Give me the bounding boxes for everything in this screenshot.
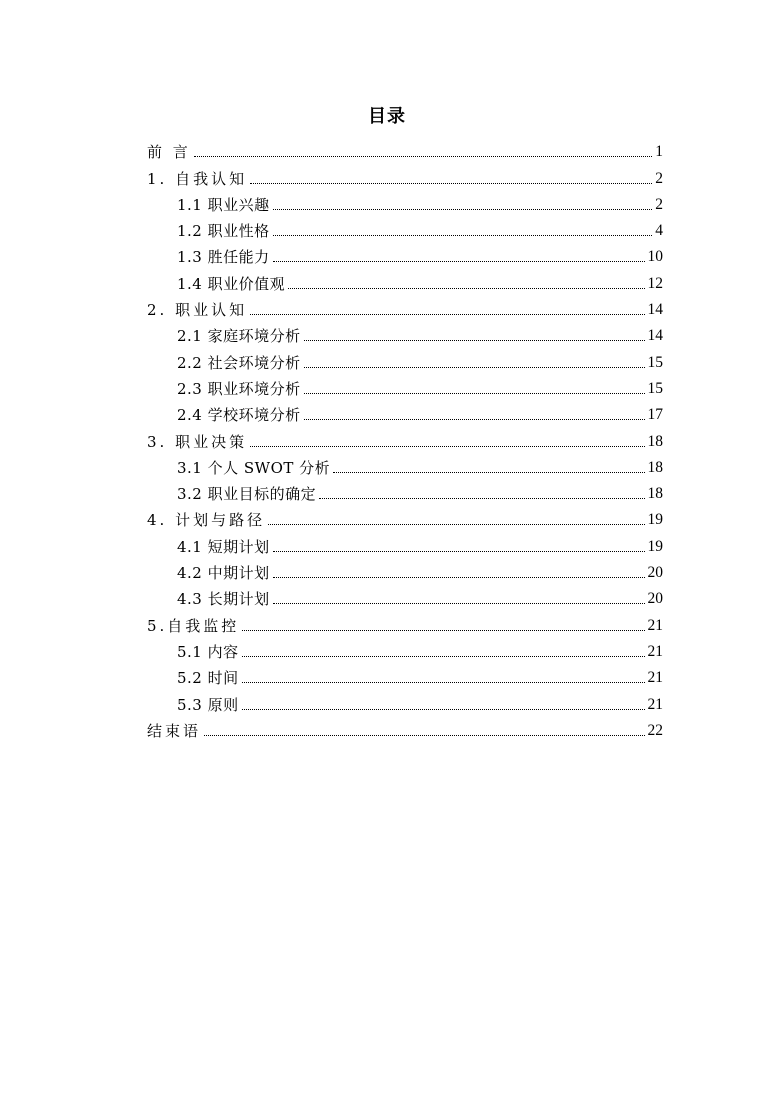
toc-entry-page-number: 20 — [647, 564, 663, 582]
toc-entry-label: 2. 职业认知 — [147, 301, 248, 320]
toc-entry[interactable] — [147, 346, 663, 372]
toc-leader-dots — [250, 313, 644, 315]
toc-entry-page-number: 18 — [647, 432, 663, 450]
toc-entry-label: 结束语 — [147, 721, 202, 740]
toc-entry-page-number: 10 — [647, 248, 663, 266]
toc-entry-page-number: 19 — [647, 511, 663, 529]
toc-leader-dots — [242, 708, 645, 710]
toc-leader-dots — [250, 182, 652, 184]
toc-entry-page-number: 18 — [647, 485, 663, 503]
toc-leader-dots — [242, 629, 644, 631]
toc-leader-dots — [268, 523, 644, 525]
toc-entry-page-number: 19 — [647, 537, 663, 555]
toc-entry[interactable] — [147, 267, 663, 293]
toc-leader-dots — [242, 681, 645, 683]
toc-entry-page-number: 22 — [647, 721, 663, 739]
toc-entry-label: 2.2 社会环境分析 — [177, 353, 301, 372]
toc-leader-dots — [288, 287, 644, 289]
toc-entry-page-number: 21 — [647, 695, 663, 713]
toc-entry[interactable] — [147, 452, 663, 478]
toc-entry[interactable] — [147, 162, 663, 188]
toc-entry-label: 5.1 内容 — [177, 642, 239, 661]
toc-entry-label: 5.3 原则 — [177, 695, 239, 714]
toc-leader-dots — [242, 655, 645, 657]
toc-entry-page-number: 14 — [647, 327, 663, 345]
toc-leader-dots — [333, 471, 644, 473]
toc-entry-page-number: 15 — [647, 379, 663, 397]
toc-entry-label: 1.2 职业性格 — [177, 222, 270, 241]
toc-entry[interactable] — [147, 583, 663, 609]
toc-entry-label: 1.3 胜任能力 — [177, 248, 270, 267]
toc-entry-label: 3.2 职业目标的确定 — [177, 485, 317, 504]
toc-entry-label: 前 言 — [147, 143, 191, 162]
toc-entry-label: 1.1 职业兴趣 — [177, 195, 270, 214]
toc-entry[interactable] — [147, 294, 663, 320]
toc-entry-label: 2.4 学校环境分析 — [177, 406, 301, 425]
toc-entry[interactable] — [147, 320, 663, 346]
toc-leader-dots — [304, 339, 645, 341]
toc-entry[interactable] — [147, 688, 663, 714]
toc-entry-label: 5.2 时间 — [177, 669, 239, 688]
toc-entry-page-number: 20 — [647, 590, 663, 608]
table-of-contents — [147, 136, 663, 741]
toc-entry[interactable] — [147, 425, 663, 451]
toc-entry-page-number: 2 — [655, 169, 663, 187]
toc-leader-dots — [273, 576, 645, 578]
toc-entry[interactable] — [147, 215, 663, 241]
toc-entry-label: 4.3 长期计划 — [177, 590, 270, 609]
toc-entry-page-number: 17 — [647, 406, 663, 424]
toc-leader-dots — [304, 366, 645, 368]
toc-leader-dots — [273, 260, 645, 262]
toc-entry-label: 3. 职业决策 — [147, 432, 248, 451]
toc-entry-label: 1. 自我认知 — [147, 169, 248, 188]
toc-leader-dots — [273, 550, 645, 552]
page-title: 目录 — [368, 106, 406, 127]
toc-entry-page-number: 18 — [647, 458, 663, 476]
toc-entry-label: 4. 计划与路径 — [147, 511, 266, 530]
toc-entry-page-number: 1 — [655, 143, 663, 161]
toc-entry[interactable] — [147, 530, 663, 556]
toc-entry-page-number: 21 — [647, 616, 663, 634]
toc-entry-page-number: 14 — [647, 301, 663, 319]
toc-leader-dots — [194, 155, 652, 157]
toc-entry-page-number: 21 — [647, 669, 663, 687]
toc-entry[interactable] — [147, 609, 663, 635]
toc-leader-dots — [319, 497, 644, 499]
toc-entry[interactable] — [147, 662, 663, 688]
toc-entry[interactable] — [147, 478, 663, 504]
toc-entry[interactable] — [147, 399, 663, 425]
toc-leader-dots — [304, 392, 645, 394]
toc-leader-dots — [204, 734, 644, 736]
toc-entry-label: 1.4 职业价值观 — [177, 274, 286, 293]
toc-leader-dots — [273, 602, 645, 604]
toc-leader-dots — [273, 234, 653, 236]
toc-entry[interactable] — [147, 557, 663, 583]
toc-entry-label: 4.2 中期计划 — [177, 564, 270, 583]
toc-entry-page-number: 12 — [647, 274, 663, 292]
toc-entry-label: 4.1 短期计划 — [177, 537, 270, 556]
toc-entry-page-number: 4 — [655, 222, 663, 240]
toc-entry[interactable] — [147, 715, 663, 741]
toc-entry-page-number: 21 — [647, 642, 663, 660]
toc-entry[interactable] — [147, 136, 663, 162]
toc-entry-label: 5.自我监控 — [147, 616, 240, 635]
toc-entry[interactable] — [147, 636, 663, 662]
toc-entry[interactable] — [147, 504, 663, 530]
toc-entry-page-number: 2 — [655, 195, 663, 213]
toc-entry-label: 2.1 家庭环境分析 — [177, 327, 301, 346]
toc-leader-dots — [304, 418, 645, 420]
toc-entry-label: 3.1 个人 SWOT 分析 — [177, 458, 331, 477]
toc-entry[interactable] — [147, 373, 663, 399]
toc-leader-dots — [250, 445, 644, 447]
toc-entry[interactable] — [147, 189, 663, 215]
toc-entry[interactable] — [147, 241, 663, 267]
toc-entry-page-number: 15 — [647, 353, 663, 371]
toc-leader-dots — [273, 208, 653, 210]
toc-entry-label: 2.3 职业环境分析 — [177, 379, 301, 398]
